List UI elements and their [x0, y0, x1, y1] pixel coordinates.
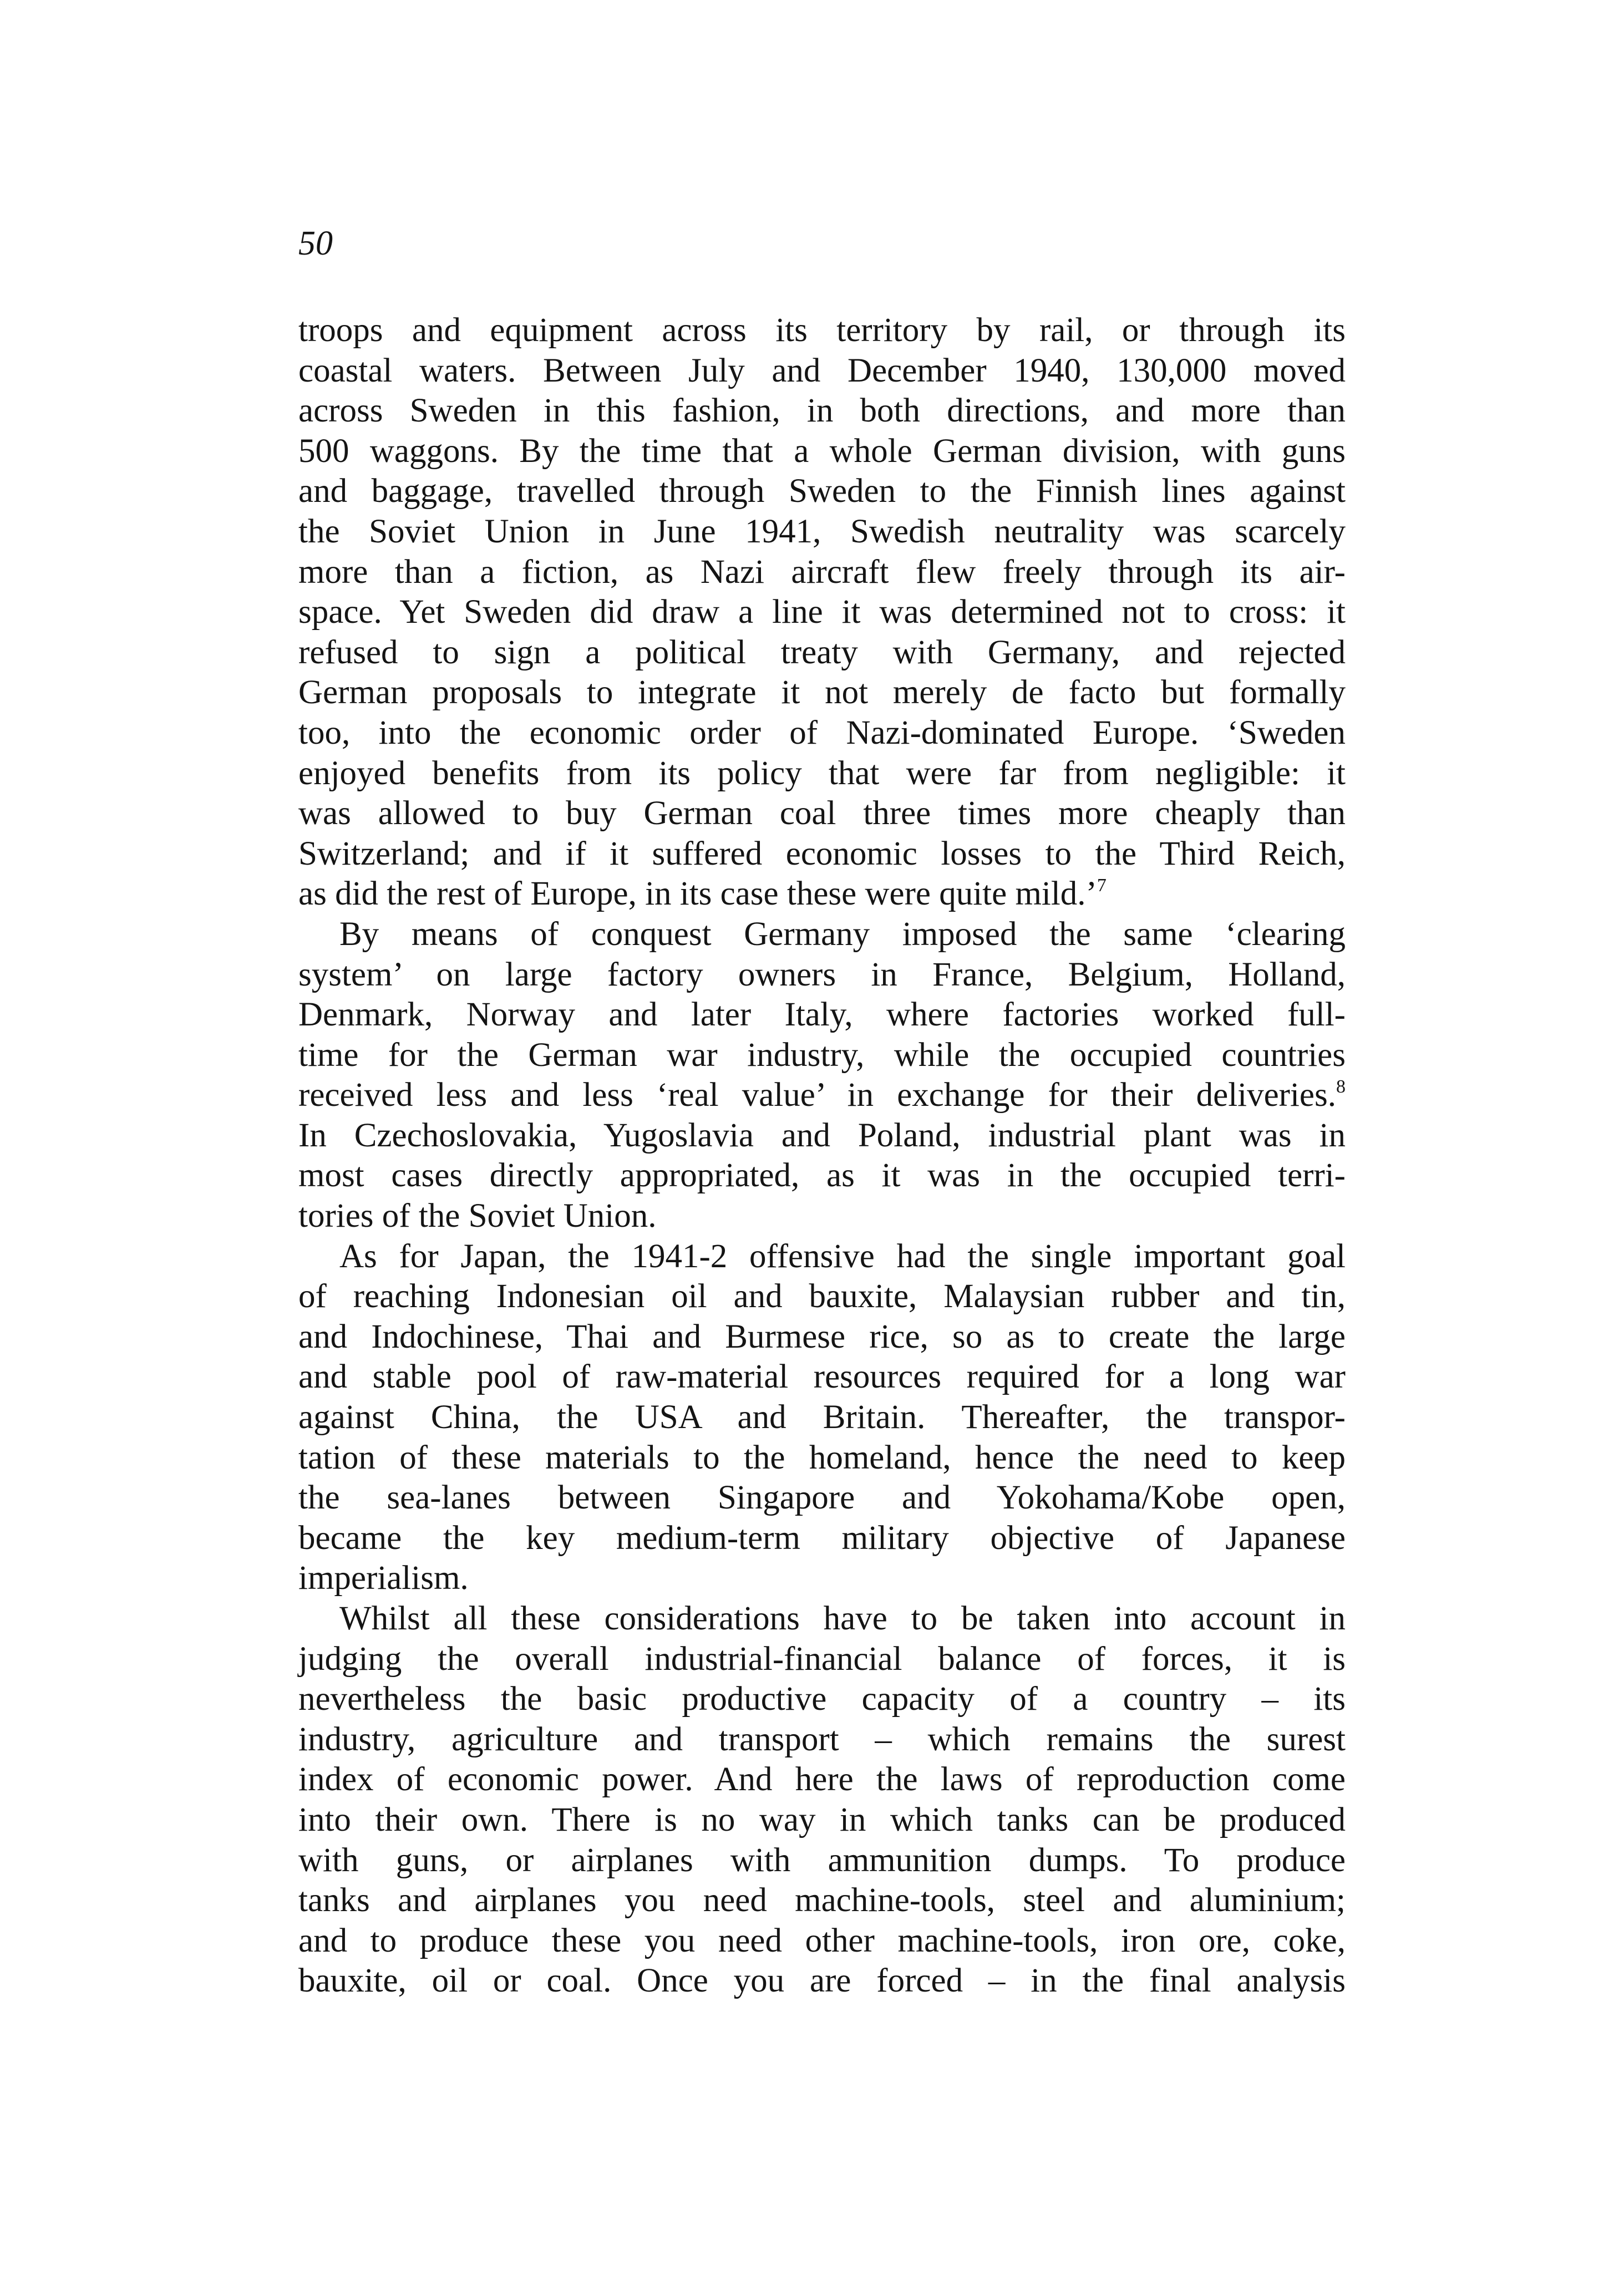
line-text: and baggage, travelled through Sweden to the Finnish lines against: [298, 473, 1346, 510]
text-line: [298, 1116, 1346, 1156]
text-line: [298, 471, 1346, 512]
line-text: industry, agriculture and transport – which remains the surest: [298, 1720, 1346, 1758]
text-line: [298, 1398, 1346, 1438]
line-text: Switzerland; and if it suffered economic losses to the Third Reich,: [298, 835, 1346, 872]
line-text: German proposals to integrate it not merely de facto but formally: [298, 674, 1346, 712]
text-line: [298, 1921, 1346, 1962]
text-line: [298, 1478, 1346, 1518]
text-line: [298, 874, 1346, 915]
line-text: more than a fiction, as Nazi aircraft flew freely through its air-: [298, 553, 1346, 591]
text-line: [298, 1277, 1346, 1317]
line-text: In Czechoslovakia, Yugoslavia and Poland, industrial plant was in: [298, 1116, 1346, 1154]
line-text: coastal waters. Between July and December 1940, 130,000 moved: [298, 352, 1346, 389]
text-line: [298, 1961, 1346, 2001]
text-line: [298, 1237, 1346, 1277]
line-text: received less and less ‘real value’ in exchange for their deliveries.: [298, 1076, 1336, 1114]
text-line: [298, 995, 1346, 1035]
line-text: the Soviet Union in June 1941, Swedish neutrality was scarcely: [298, 512, 1346, 550]
line-text: Whilst all these considerations have to be taken into account in: [339, 1600, 1346, 1637]
line-text: and stable pool of raw-material resources required for a long war: [298, 1358, 1346, 1396]
text-line: [298, 1156, 1346, 1196]
line-text: time for the German war industry, while the occupied countries: [298, 1036, 1346, 1074]
text-line: [298, 1518, 1346, 1559]
text-line: [298, 512, 1346, 552]
line-text: the sea-lanes between Singapore and Yokohama/Kobe open,: [298, 1479, 1346, 1517]
line-text: and to produce these you need other machine-tools, iron ore, coke,: [298, 1922, 1346, 1959]
text-line: [298, 1438, 1346, 1479]
line-text: became the key medium-term military objective of Japanese: [298, 1519, 1346, 1557]
line-text: across Sweden in this fashion, in both directions, and more than: [298, 392, 1346, 430]
line-text: was allowed to buy German coal three times more cheaply than: [298, 795, 1346, 832]
line-text: into their own. There is no way in which tanks can be produced: [298, 1801, 1346, 1838]
text-line: [298, 1558, 1346, 1599]
line-text: refused to sign a political treaty with Germany, and rejected: [298, 633, 1346, 671]
footnote-marker: 7: [1097, 875, 1107, 896]
text-line: [298, 673, 1346, 713]
line-text: Denmark, Norway and later Italy, where factories worked full-: [298, 996, 1346, 1034]
line-text: space. Yet Sweden did draw a line it was determined not to cross: it: [298, 593, 1346, 631]
text-line: [298, 834, 1346, 875]
line-text: enjoyed benefits from its policy that were far from negligible: it: [298, 754, 1346, 792]
line-text: as did the rest of Europe, in its case these were quite mild.’: [298, 875, 1097, 913]
text-line: [298, 1317, 1346, 1358]
text-line: [298, 1679, 1346, 1720]
text-line: [298, 1196, 1346, 1237]
line-text: imperialism.: [298, 1559, 469, 1597]
text-line: [298, 915, 1346, 955]
line-text: of reaching Indonesian oil and bauxite, Malaysian rubber and tin,: [298, 1278, 1346, 1315]
text-line: [298, 1841, 1346, 1881]
text-line: [298, 592, 1346, 633]
line-text: index of economic power. And here the laws of reproduction come: [298, 1761, 1346, 1799]
line-text: tanks and airplanes you need machine-tools, steel and aluminium;: [298, 1882, 1346, 1919]
line-text: nevertheless the basic productive capacity of a country – its: [298, 1680, 1346, 1718]
line-text: with guns, or airplanes with ammunition dumps. To produce: [298, 1841, 1346, 1879]
line-text: tation of these materials to the homeland, hence the need to keep: [298, 1439, 1346, 1476]
text-line: [298, 794, 1346, 834]
text-line: [298, 552, 1346, 593]
text-line: [298, 713, 1346, 754]
body-text: [298, 311, 1346, 2001]
text-line: [298, 955, 1346, 995]
line-text: system’ on large factory owners in France, Belgium, Holland,: [298, 956, 1346, 993]
text-line: [298, 391, 1346, 431]
text-line: [298, 351, 1346, 392]
text-line: [298, 1035, 1346, 1076]
line-text: troops and equipment across its territory by rail, or through its: [298, 312, 1346, 349]
line-text: As for Japan, the 1941-2 offensive had the single important goal: [339, 1237, 1346, 1275]
text-line: [298, 1357, 1346, 1398]
page-number: 50: [298, 225, 333, 262]
line-text: 500 waggons. By the time that a whole German division, with guns: [298, 432, 1346, 470]
text-line: [298, 633, 1346, 673]
text-line: [298, 1720, 1346, 1760]
line-text: most cases directly appropriated, as it was in the occupied terri-: [298, 1157, 1346, 1195]
text-line: [298, 431, 1346, 472]
line-text: bauxite, oil or coal. Once you are forced – in the final analysis: [298, 1962, 1346, 2000]
text-line: [298, 1881, 1346, 1921]
line-text: judging the overall industrial-financial balance of forces, it is: [298, 1640, 1346, 1678]
text-line: [298, 1075, 1346, 1116]
line-text: against China, the USA and Britain. Thereafter, the transpor-: [298, 1399, 1346, 1436]
text-line: [298, 1760, 1346, 1800]
line-text: By means of conquest Germany imposed the same ‘clearing: [339, 915, 1346, 953]
line-text: and Indochinese, Thai and Burmese rice, so as to create the large: [298, 1318, 1346, 1355]
text-line: [298, 754, 1346, 794]
text-line: [298, 1639, 1346, 1680]
line-text: too, into the economic order of Nazi-dominated Europe. ‘Sweden: [298, 714, 1346, 751]
footnote-marker: 8: [1336, 1076, 1346, 1098]
text-line: [298, 1800, 1346, 1841]
line-text: tories of the Soviet Union.: [298, 1197, 657, 1235]
text-line: [298, 311, 1346, 351]
text-line: [298, 1599, 1346, 1639]
